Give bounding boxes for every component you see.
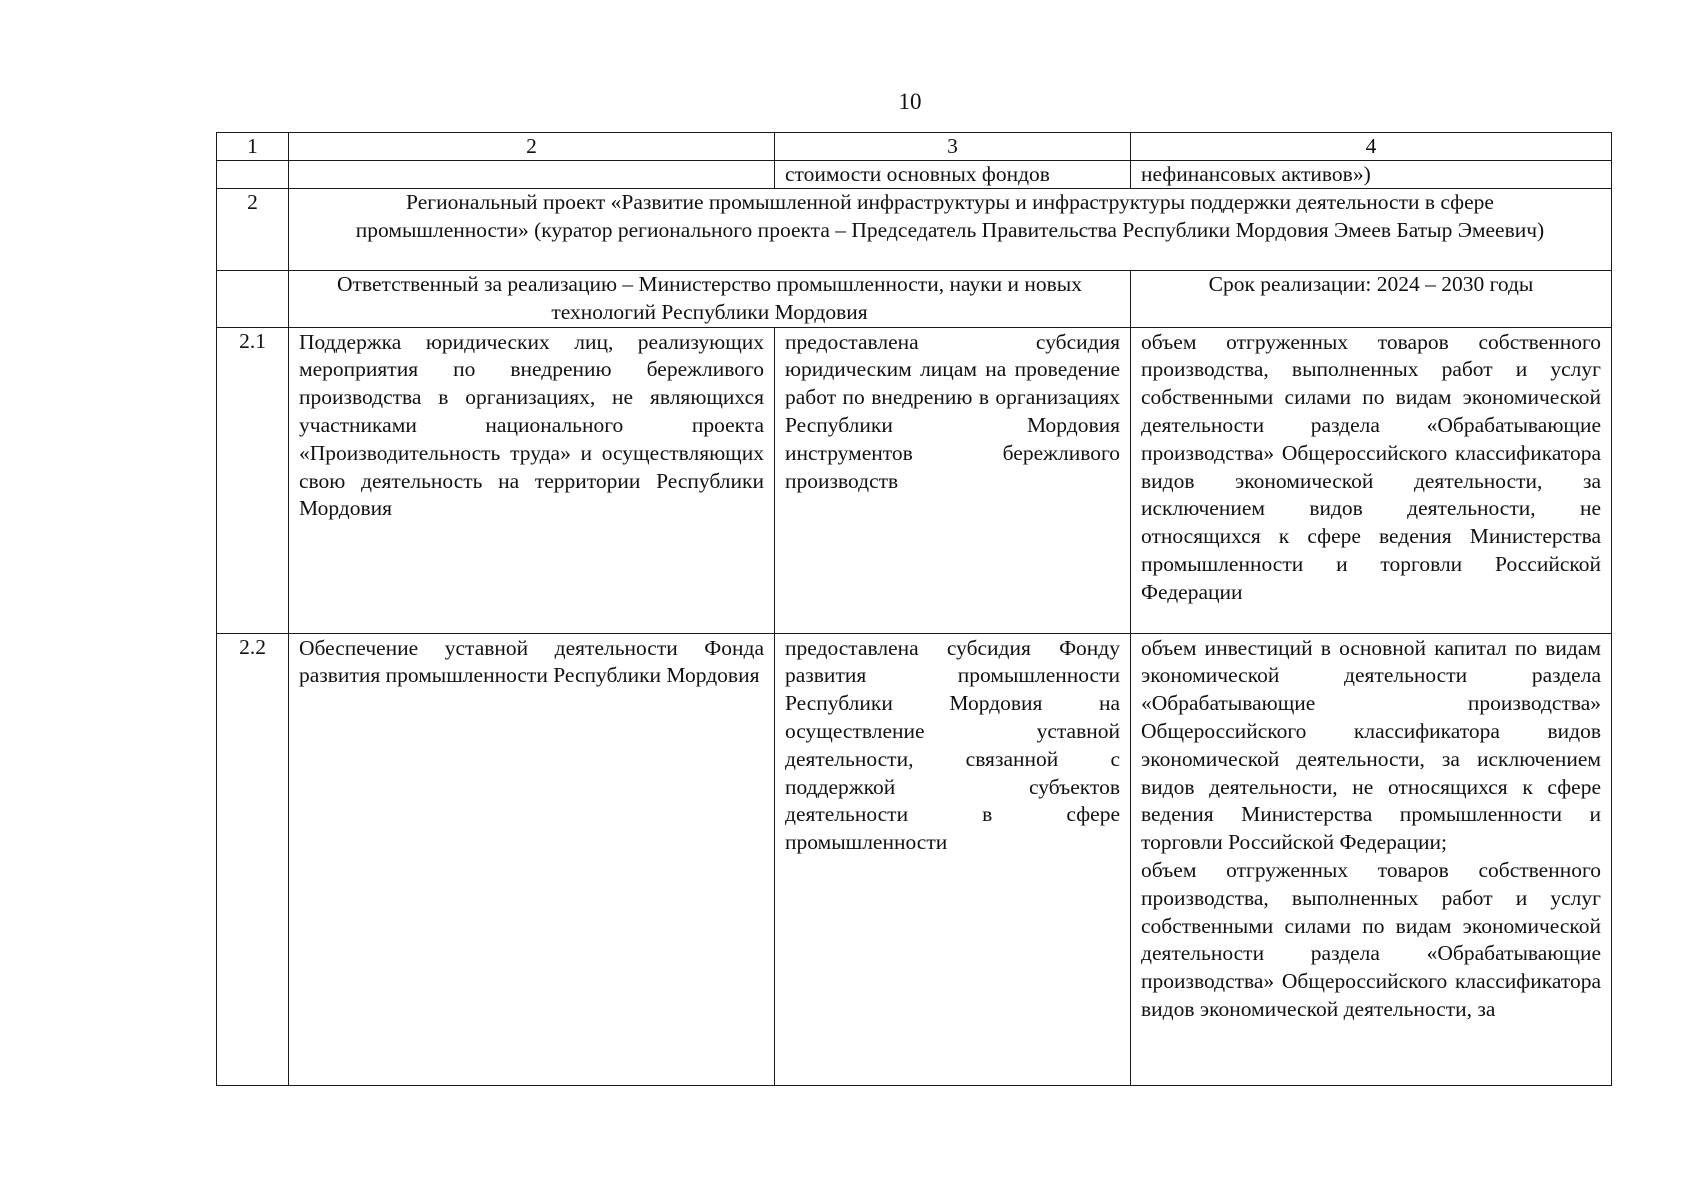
row-indicator <box>1131 633 1612 1085</box>
responsible-num-cell <box>217 271 289 328</box>
continuation-indicator-cell: нефинансовых активов») <box>1131 161 1612 189</box>
continuation-task-cell <box>289 161 775 189</box>
responsible-row <box>217 271 1612 328</box>
indicator-paragraph-2: объем отгруженных товаров собственного производства, выполненных работ и услуг собственными силами по видам экономической деятельности раздела «Обрабатывающие производства» Общероссийского классификатора видов экономической деятельности, за <box>1141 857 1601 1021</box>
row-indicator: объем отгруженных товаров собственного производства, выполненных работ и услуг собственными силами по видам экономической деятельности раздела «Обрабатывающие производства» Общероссийского классификатора видов экономической деятельности, за исключением видов деятельности, не относящихся к сфере ведения Министерства промышленности и торговли Российской Федерации <box>1131 327 1612 633</box>
continuation-result-cell: стоимости основных фондов <box>775 161 1131 189</box>
continuation-num-cell <box>217 161 289 189</box>
row-number: 2.2 <box>217 633 289 1085</box>
row-number: 2.1 <box>217 327 289 633</box>
row-task: Поддержка юридических лиц, реализующих мероприятия по внедрению бережливого производства в организациях, не являющихся участниками национального проекта «Производительность труда» и осуществляющих свою деятельность на территории Республики Мордовия <box>289 327 775 633</box>
project-number: 2 <box>217 189 289 271</box>
header-cell-3: 3 <box>775 133 1131 161</box>
row-task: Обеспечение уставной деятельности Фонда развития промышленности Республики Мордовия <box>289 633 775 1085</box>
header-cell-4: 4 <box>1131 133 1612 161</box>
table-row <box>217 327 1612 633</box>
table-row <box>217 633 1612 1085</box>
table-header-row <box>217 133 1612 161</box>
measures-table <box>216 132 1612 1086</box>
row-result: предоставлена субсидия Фонду развития промышленности Республики Мордовия на осуществление уставной деятельности, связанной с поддержкой субъектов деятельности в сфере промышленности <box>775 633 1131 1085</box>
implementation-term: Срок реализации: 2024 – 2030 годы <box>1131 271 1612 328</box>
header-cell-1: 1 <box>217 133 289 161</box>
indicator-paragraph-1: объем инвестиций в основной капитал по видам экономической деятельности раздела «Обрабатывающие производства» Общероссийского классификатора видов экономической деятельности, за исключением видов деятельности, не относящихся к сфере ведения Министерства промышленности и торговли Российской Федерации; <box>1141 635 1601 855</box>
header-cell-2: 2 <box>289 133 775 161</box>
responsible-ministry: Ответственный за реализацию – Министерство промышленности, науки и новых технологий Республики Мордовия <box>289 271 1131 328</box>
page-number: 10 <box>898 89 922 114</box>
project-row <box>217 189 1612 271</box>
continuation-row <box>217 161 1612 189</box>
row-result: предоставлена субсидия юридическим лицам на проведение работ по внедрению в организациях Республики Мордовия инструментов бережливого производств <box>775 327 1131 633</box>
project-title: Региональный проект «Развитие промышленной инфраструктуры и инфраструктуры поддержки деятельности в сфере промышленности» (куратор регионального проекта – Председатель Правительства Республики Мордовия Эмеев Батыр Эмеевич) <box>289 189 1612 271</box>
